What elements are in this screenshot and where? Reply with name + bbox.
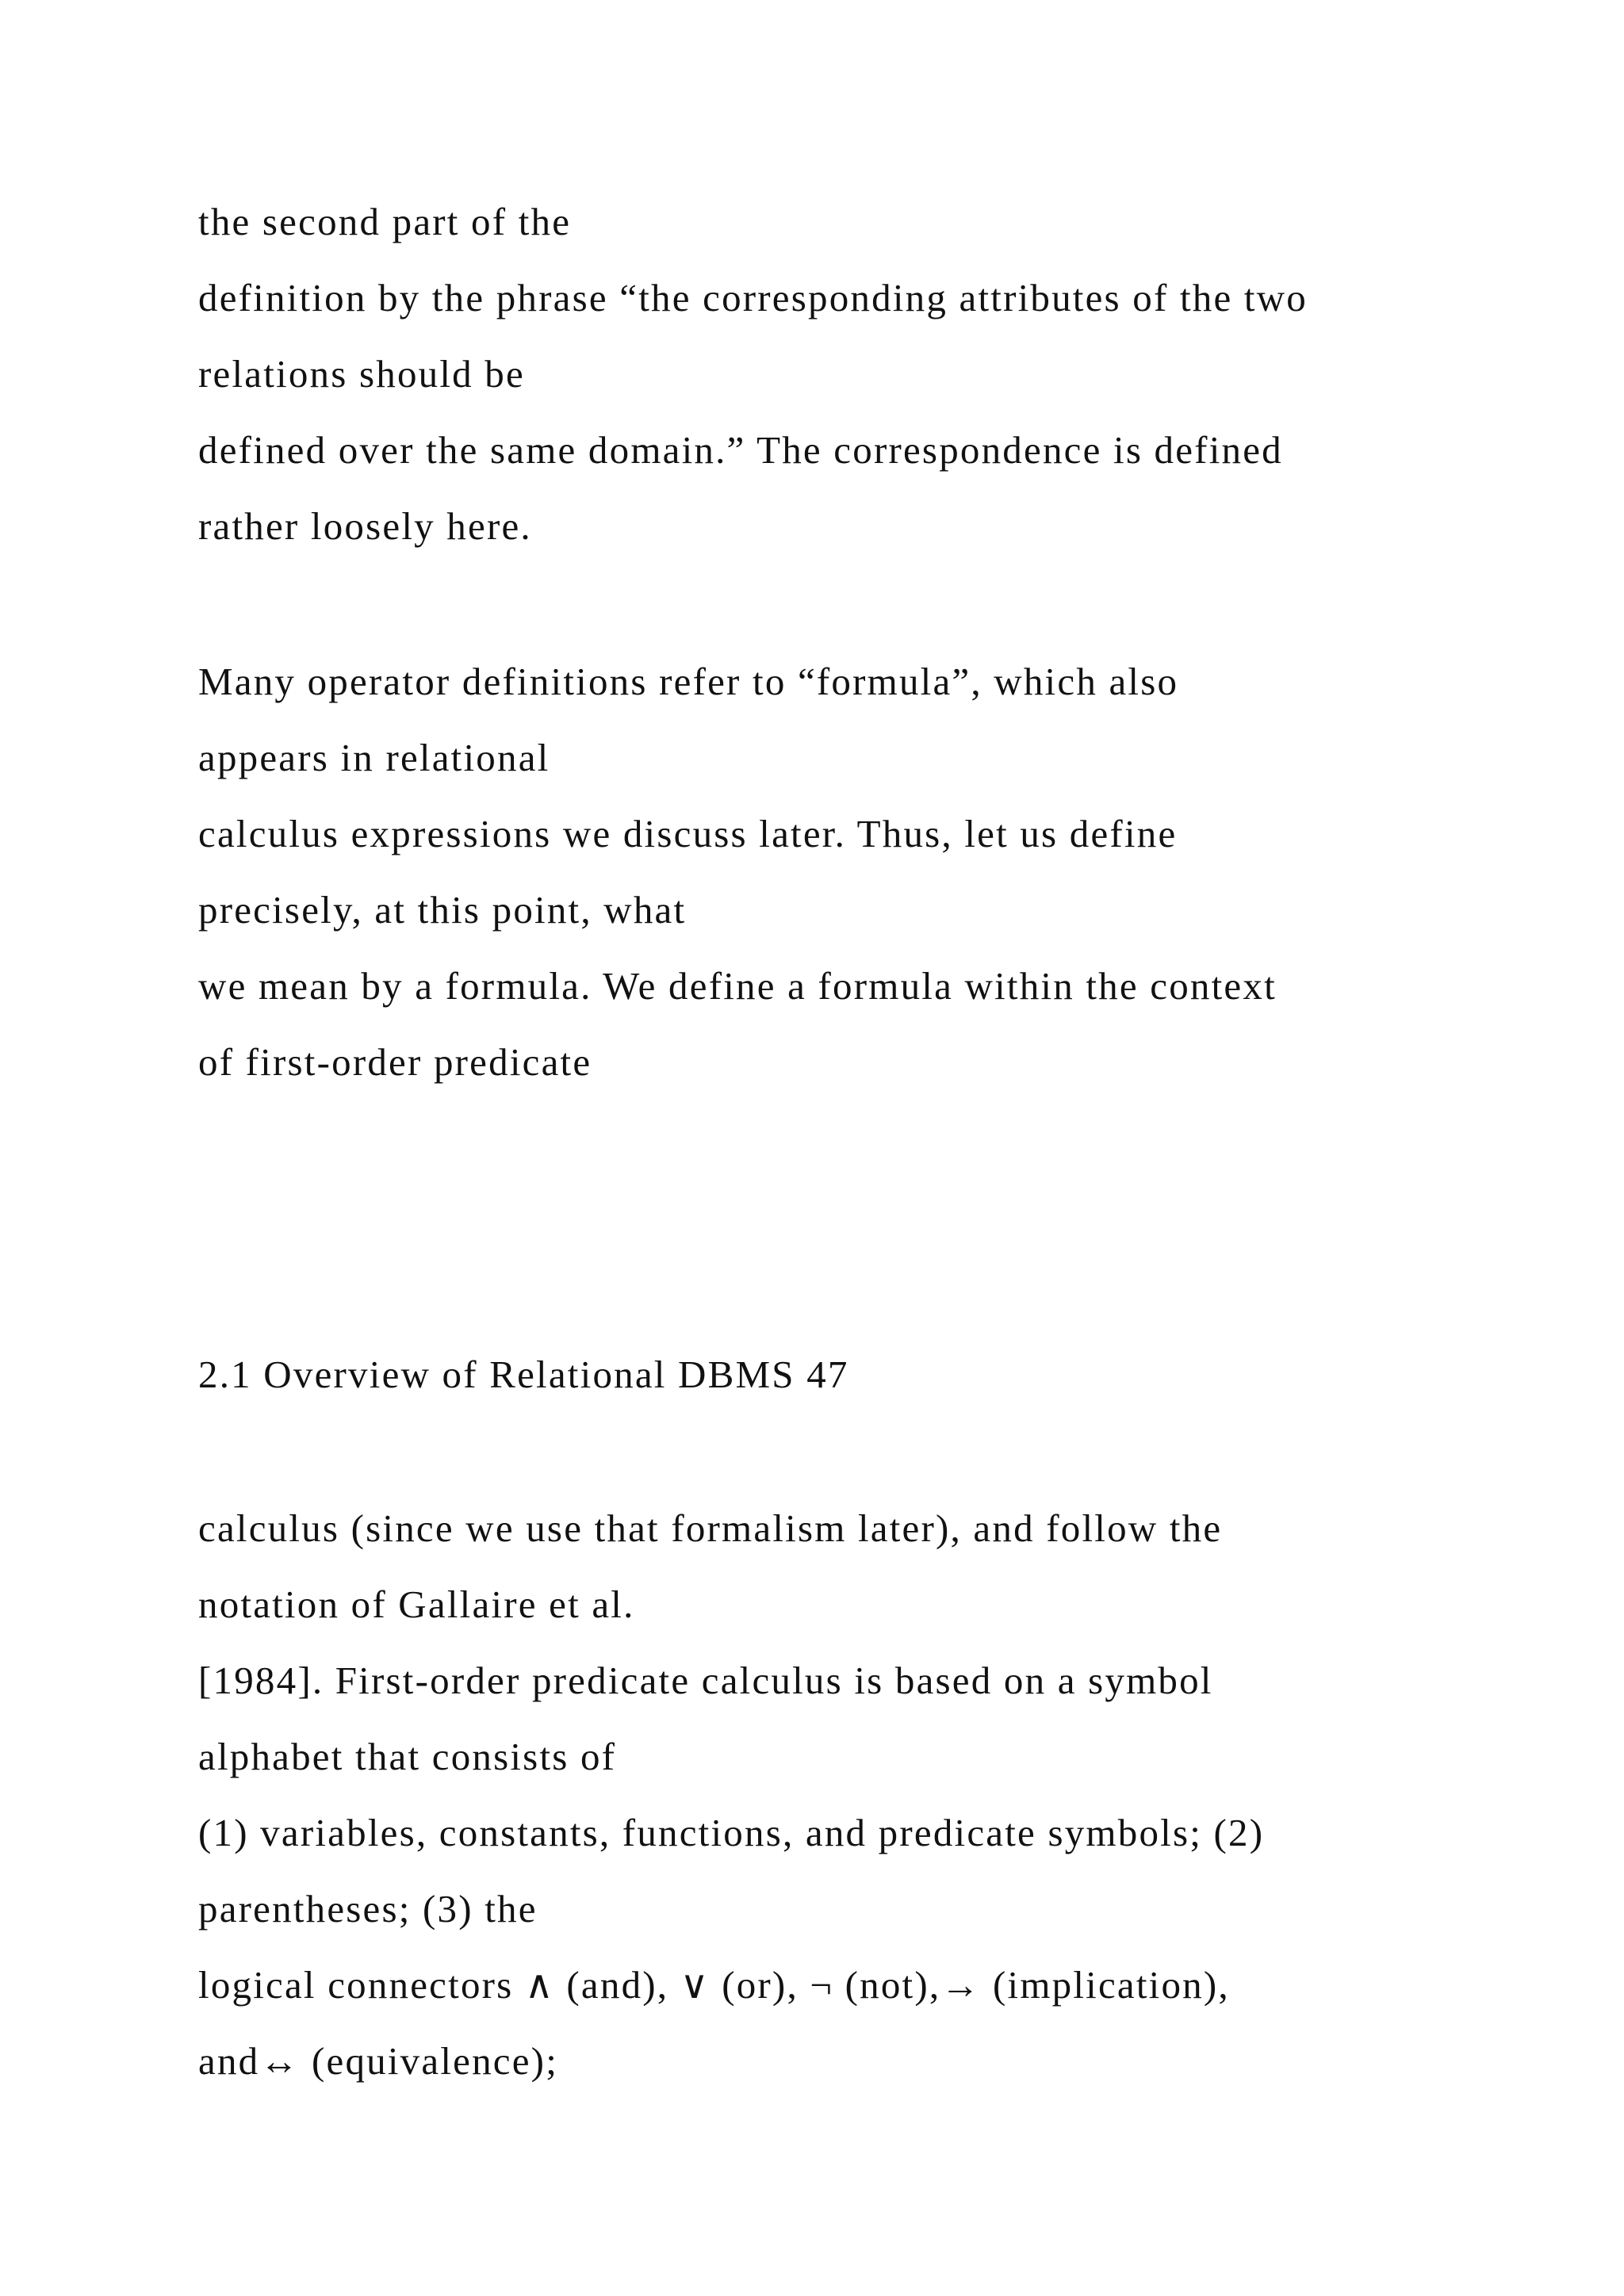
text-line: calculus expressions we discuss later. Thus, let us define bbox=[198, 812, 1178, 855]
text-line: rather loosely here. bbox=[198, 504, 532, 548]
text-line: precisely, at this point, what bbox=[198, 888, 687, 932]
text-line: relations should be bbox=[198, 352, 525, 396]
text-line: alphabet that consists of bbox=[198, 1735, 617, 1778]
text-line: of first-order predicate bbox=[198, 1040, 592, 1084]
text-line: defined over the same domain.” The correspondence is defined bbox=[198, 428, 1283, 472]
page-header: 2.1 Overview of Relational DBMS 47 bbox=[198, 1353, 849, 1396]
paragraph-formula-intro bbox=[198, 644, 1277, 1100]
text-line: and↔ (equivalence); bbox=[198, 2039, 559, 2083]
text-line: parentheses; (3) the bbox=[198, 1887, 538, 1931]
text-line: the second part of the bbox=[198, 200, 572, 243]
text-line: Many operator definitions refer to “formula”, which also bbox=[198, 660, 1179, 703]
text-line: we mean by a formula. We define a formula within the context bbox=[198, 964, 1277, 1008]
text-line: (1) variables, constants, functions, and predicate symbols; (2) bbox=[198, 1811, 1265, 1854]
paragraph-union-compatibility bbox=[198, 184, 1308, 564]
text-line: [1984]. First-order predicate calculus is based on a symbol bbox=[198, 1659, 1213, 1702]
text-line: definition by the phrase “the corresponding attributes of the two bbox=[198, 276, 1308, 320]
paragraph-predicate-calculus bbox=[198, 1490, 1264, 2099]
running-header bbox=[198, 1337, 849, 1413]
text-line: notation of Gallaire et al. bbox=[198, 1582, 635, 1626]
text-line: logical connectors ∧ (and), ∨ (or), ¬ (not),→ (implication), bbox=[198, 1963, 1230, 2007]
text-line: appears in relational bbox=[198, 736, 550, 779]
text-line: calculus (since we use that formalism later), and follow the bbox=[198, 1506, 1223, 1550]
